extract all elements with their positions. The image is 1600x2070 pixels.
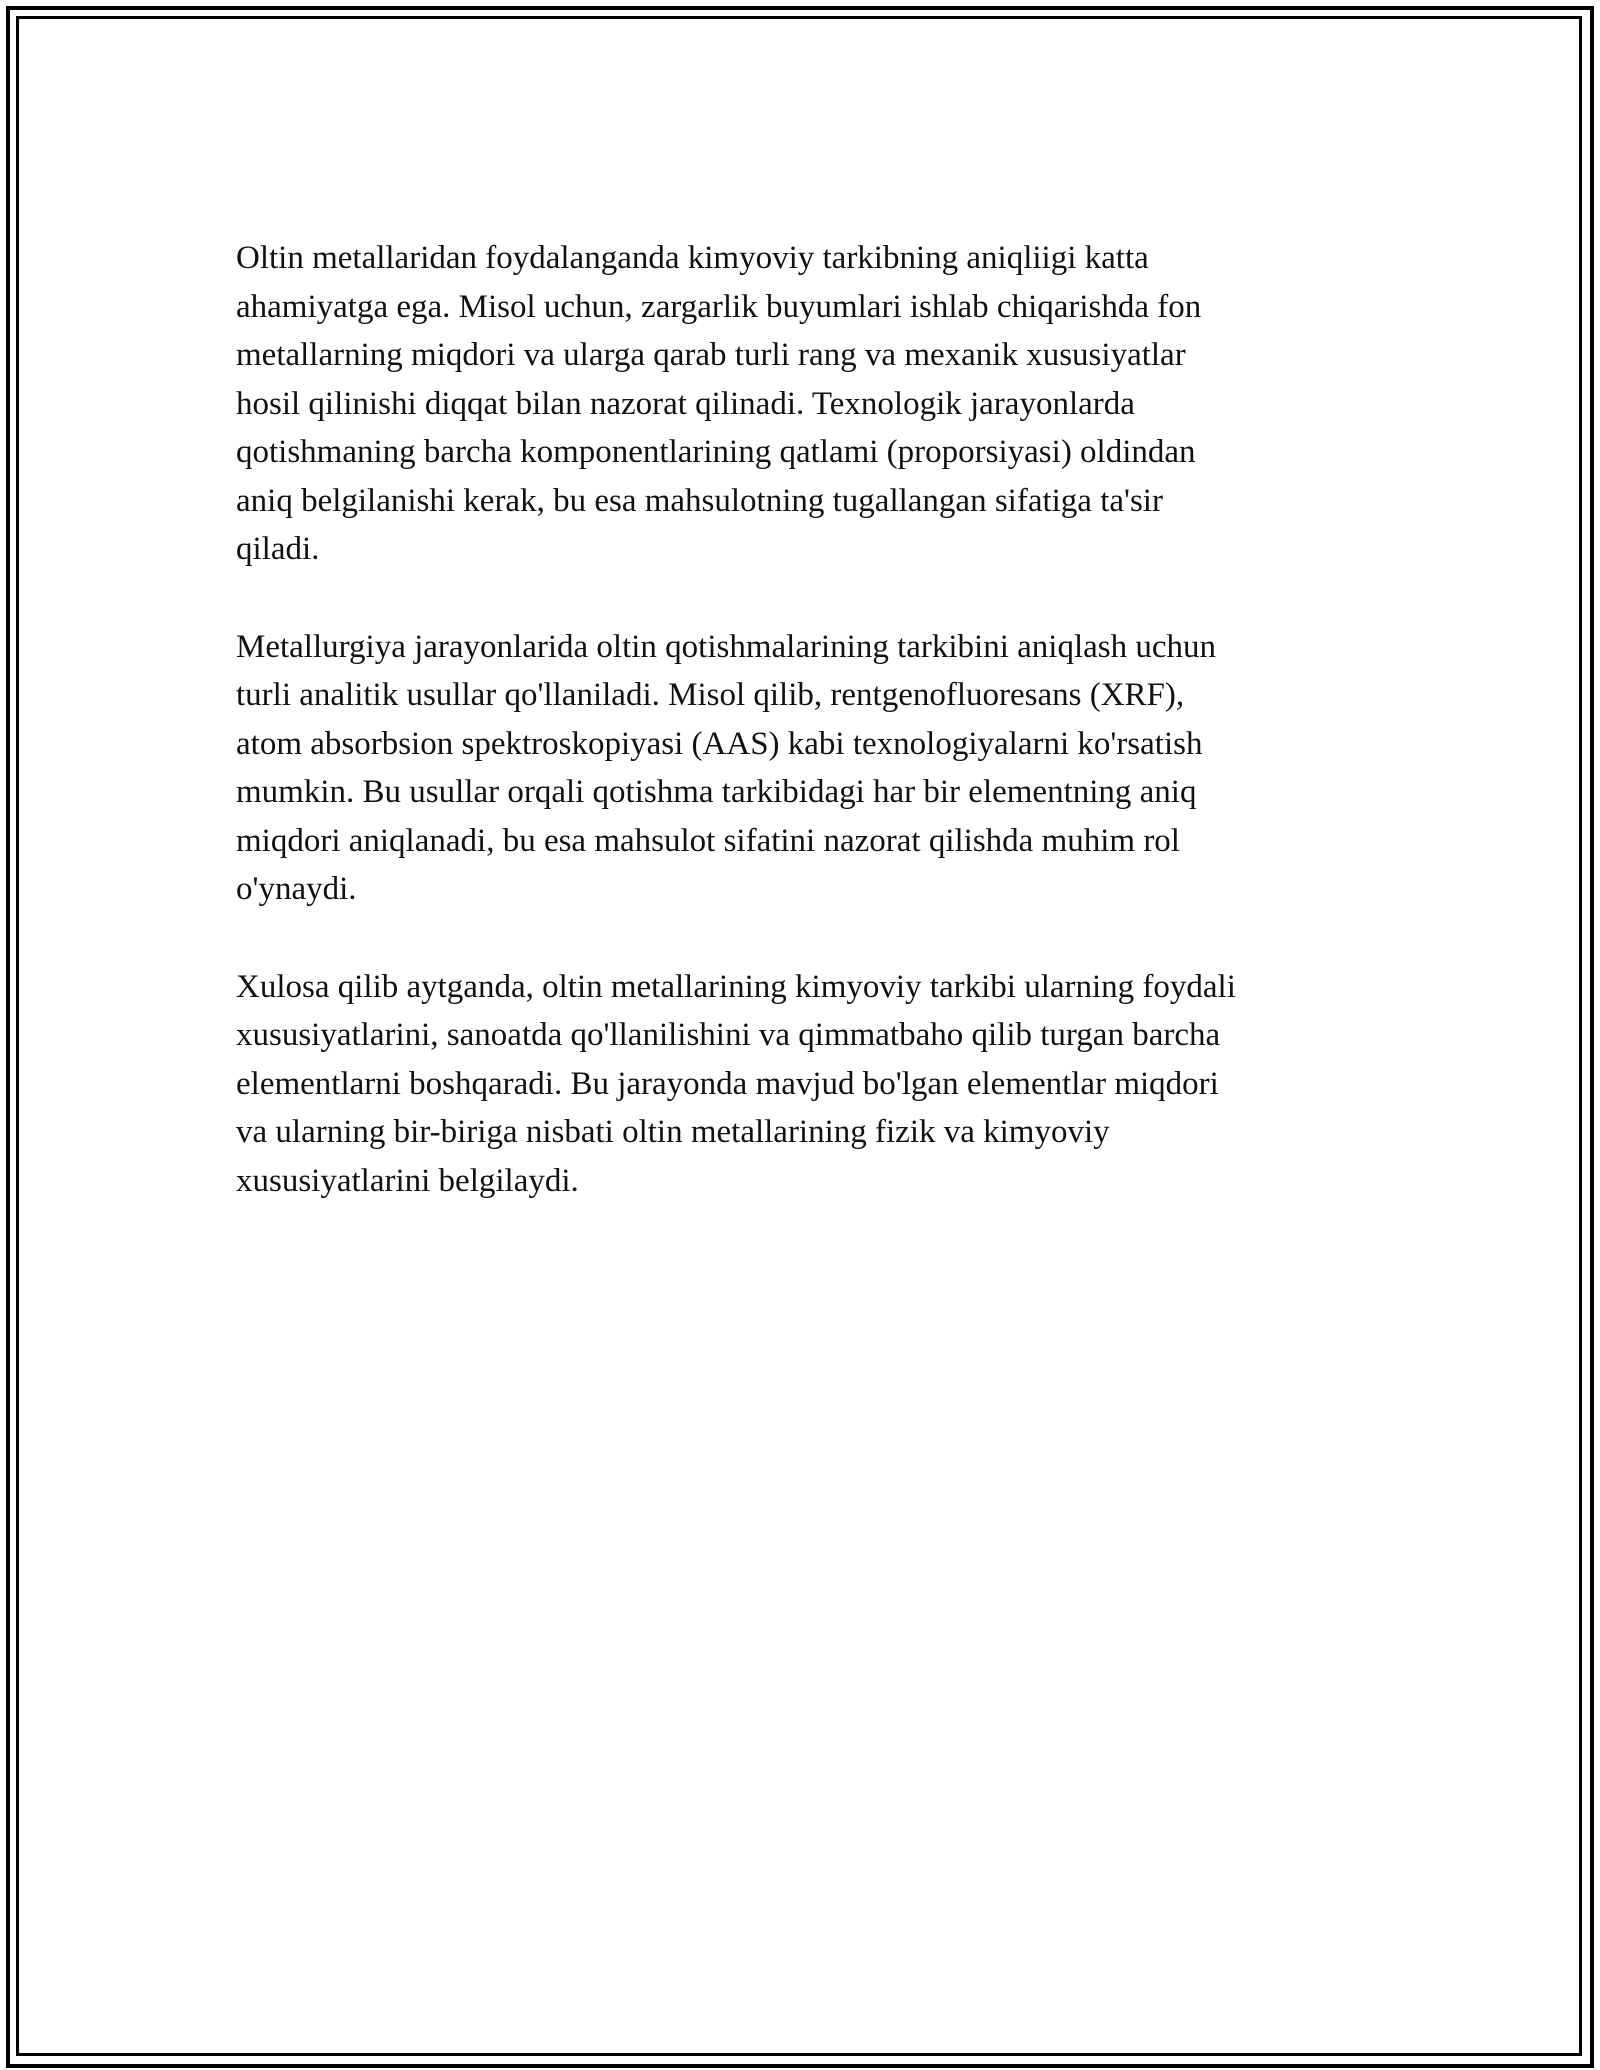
paragraph-2 [236, 623, 1366, 914]
paragraph-line: o'ynaydi. [236, 871, 357, 907]
paragraph-line: miqdori aniqlanadi, bu esa mahsulot sifatini nazorat qilishda muhim rol [236, 822, 1180, 859]
paragraph-line: xususiyatlarini belgilaydi. [236, 1162, 579, 1199]
paragraph-line: Oltin metallaridan foydalanganda kimyoviy tarkibning aniqliigi katta [236, 240, 1149, 276]
paragraph-line: qiladi. [236, 531, 320, 567]
paragraph-line: ahamiyatga ega. Misol uchun, zargarlik buyumlari ishlab chiqarishda fon [236, 288, 1202, 325]
paragraph-line: xususiyatlarini, sanoatda qo'llanilishini va qimmatbaho qilib turgan barcha [236, 1017, 1221, 1053]
paragraph-line: atom absorbsion spektroskopiyasi (AAS) kabi texnologiyalarni ko'rsatish [236, 725, 1203, 762]
paragraph-line: hosil qilinishi diqqat bilan nazorat qilinadi. Texnologik jarayonlarda [236, 385, 1135, 422]
paragraph-line: Xulosa qilib aytganda, oltin metallarining kimyoviy tarkibi ularning foydali [236, 968, 1236, 1005]
paragraph-line: metallarning miqdori va ularga qarab turli rang va mexanik xususiyatlar [236, 337, 1186, 373]
paragraph-line: Metallurgiya jarayonlarida oltin qotishmalarining tarkibini aniqlash uchun [236, 628, 1216, 665]
paragraph-3 [236, 963, 1366, 1206]
paragraph-line: turli analitik usullar qo'llaniladi. Misol qilib, rentgenofluoresans (XRF), [236, 677, 1185, 713]
paragraph-line: qotishmaning barcha komponentlarining qatlami (proporsiyasi) oldindan [236, 434, 1196, 470]
paragraph-1 [236, 234, 1366, 574]
paragraph-line: aniq belgilanishi kerak, bu esa mahsulotning tugallangan sifatiga ta'sir [236, 482, 1163, 519]
paragraph-line: va ularning bir-biriga nisbati oltin metallarining fizik va kimyoviy [236, 1114, 1110, 1150]
paragraph-line: mumkin. Bu usullar orqali qotishma tarkibidagi har bir elementning aniq [236, 774, 1197, 810]
document-body [236, 234, 1366, 1254]
paragraph-line: elementlarni boshqaradi. Bu jarayonda mavjud bo'lgan elementlar miqdori [236, 1065, 1219, 1102]
